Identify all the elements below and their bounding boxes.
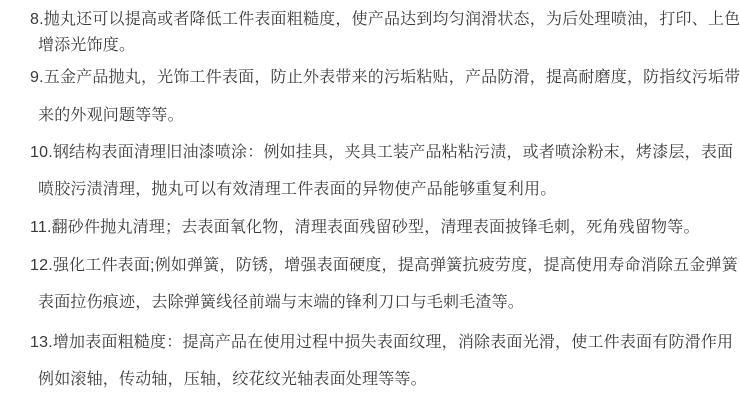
list-item-13-line-1 xyxy=(0,334,740,352)
item-text: 抛丸还可以提高或者降低工件表面粗糙度，使产品达到均匀润滑状态，为后处理喷油，打印、上色 xyxy=(43,11,740,28)
item-number: 10. xyxy=(30,144,53,161)
item-text: 钢结构表面清理旧油漆喷涂：例如挂具，夹具工装产品粘粘污渍，或者喷涂粉末，烤漆层，表面 xyxy=(52,144,734,161)
item-number: 9. xyxy=(30,69,44,86)
list-item-9-line-1 xyxy=(0,69,740,87)
list-item-13-line-2 xyxy=(0,371,740,389)
list-item-8-line-1 xyxy=(0,11,740,29)
list-item-9-line-2 xyxy=(0,107,740,125)
item-number: 8. xyxy=(30,11,44,28)
item-text: 表面拉伤痕迹，去除弹簧线径前端与末端的锋利刀口与毛刺毛渣等。 xyxy=(38,294,525,311)
item-text: 来的外观问题等等。 xyxy=(38,107,184,124)
list-item-8-line-2 xyxy=(0,37,740,55)
list-item-10-line-2 xyxy=(0,181,740,199)
item-text: 增加表面粗糙度：提高产品在使用过程中损失表面纹理，消除表面光滑，使工件表面有防滑作用 xyxy=(52,334,734,351)
list-item-11-line-1 xyxy=(0,219,740,237)
item-text: 翻砂件抛丸清理；去表面氧化物，清理表面残留砂型，清理表面披锋毛刺，死角残留物等。 xyxy=(51,219,700,236)
item-number: 13. xyxy=(30,334,53,351)
list-item-10-line-1 xyxy=(0,144,740,162)
item-text: 增添光饰度。 xyxy=(38,37,136,54)
item-number: 11. xyxy=(30,219,52,236)
item-text: 喷胶污渍清理，抛丸可以有效清理工件表面的异物使产品能够重复利用。 xyxy=(38,181,557,198)
item-number: 12. xyxy=(30,257,53,274)
list-item-12-line-1 xyxy=(0,257,740,275)
item-text: 五金产品抛丸，光饰工件表面，防止外表带来的污垢粘贴，产品防滑，提高耐磨度，防指纹污垢带 xyxy=(43,69,740,86)
list-item-12-line-2 xyxy=(0,294,740,312)
item-text: 例如滚轴，传动轴，压轴，绞花纹光轴表面处理等等。 xyxy=(38,371,427,388)
item-text: 强化工件表面;例如弹簧，防锈，增强表面硬度，提高弹簧抗疲劳度，提高使用寿命消除五金弹簧 xyxy=(52,257,738,274)
